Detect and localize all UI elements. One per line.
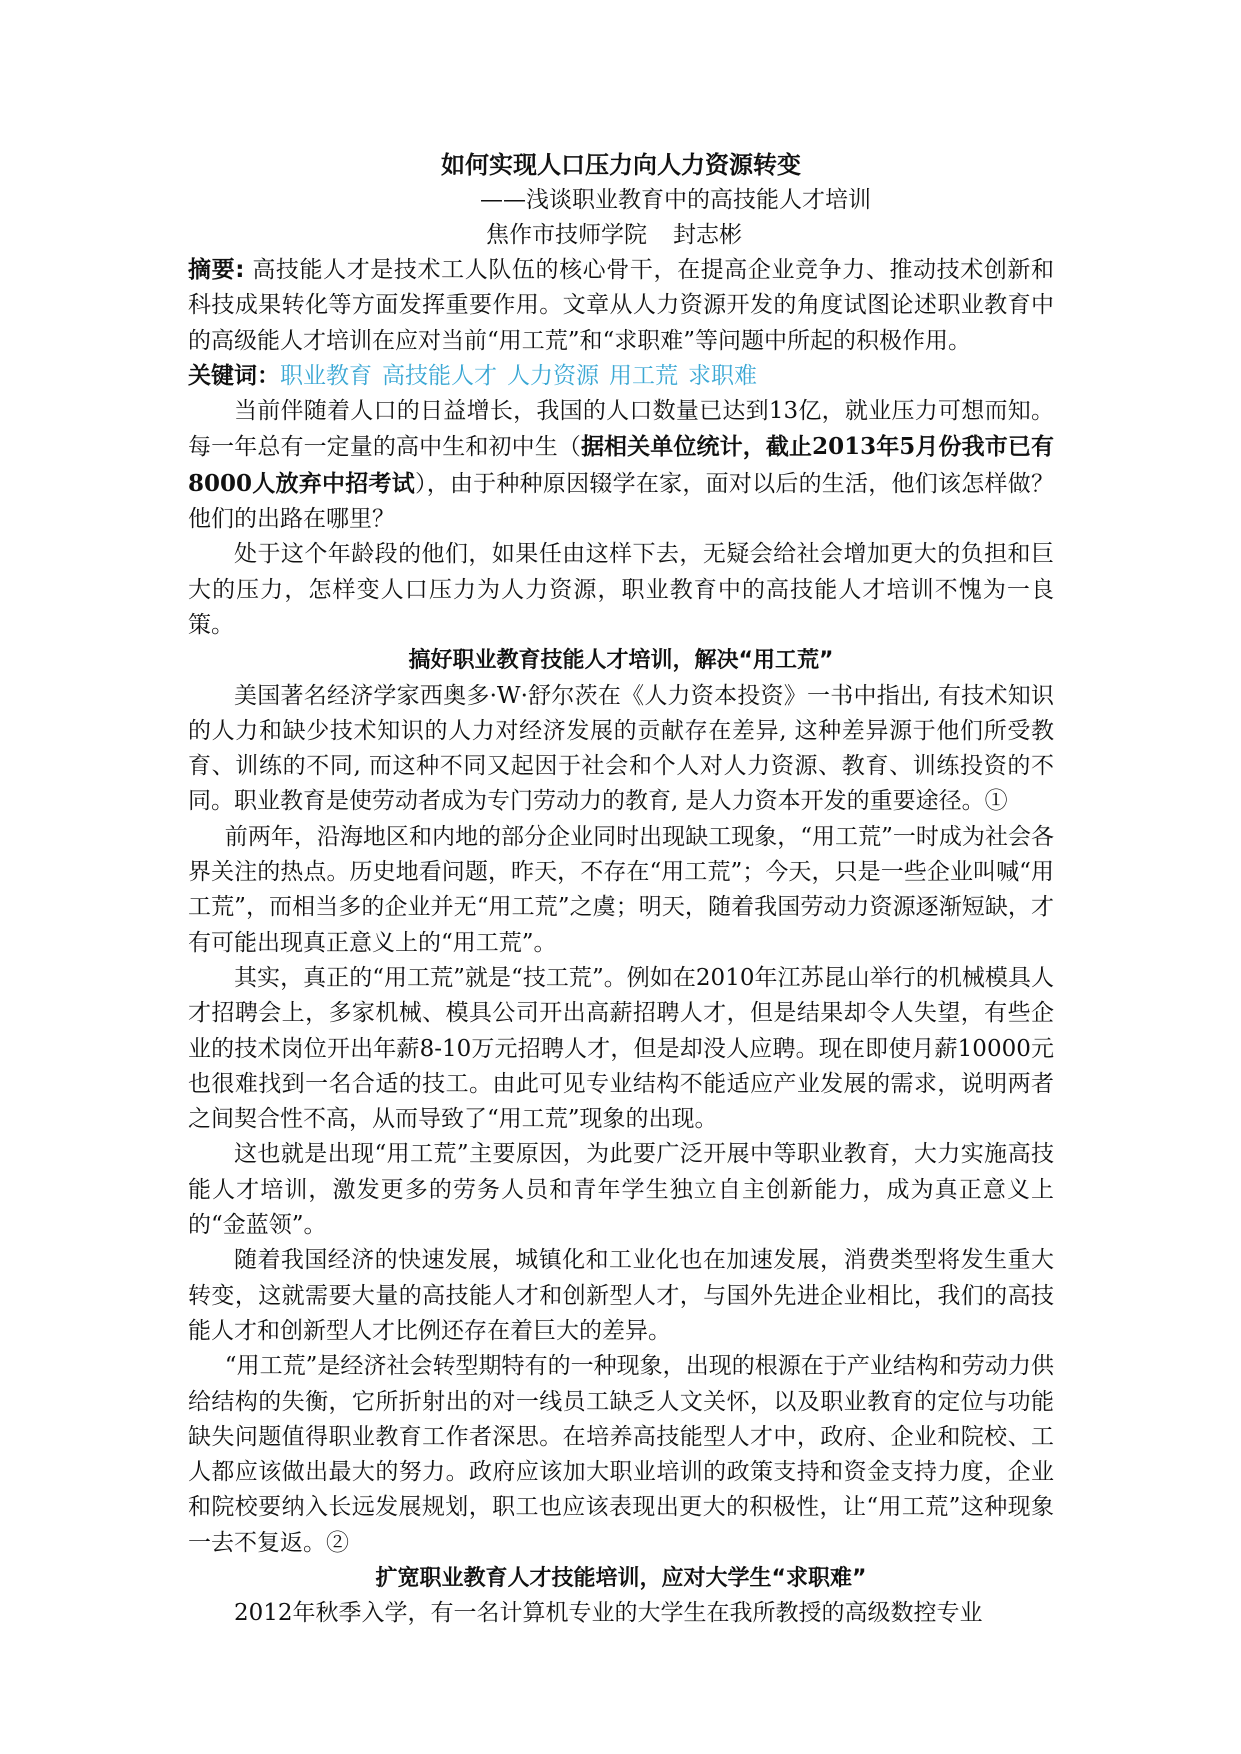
document-title: 如何实现人口压力向人力资源转变 [441, 150, 801, 179]
abstract [188, 253, 1054, 359]
paragraph-3: 美国著名经济学家西奥多·W·舒尔茨在《人力资本投资》一书中指出, 有技术知识的人力和缺少技术知识的人力对经济发展的贡献存在差异, 这种差异源于他们所受教育、训练的不同, 而这种不同又起因于社会和个人对人力资源、教育、训练投资的不同。职业教育是使劳动者成为专门劳动力的教育, 是人力资本开发的重要途径。① [188, 682, 1054, 815]
paragraph-7: 随着我国经济的快速发展，城镇化和工业化也在加速发展，消费类型将发生重大转变，这就需要大量的高技能人才和创新型人才，与国外先进企业相比，我们的高技能人才和创新型人才比例还存在着巨大的差异。 [188, 1247, 1054, 1344]
paragraph-1 [188, 394, 1054, 537]
statistics-note: 据相关单位统计，截止2013年5月份我市已有8000人放弃中招考试 [188, 433, 1054, 497]
paragraph-5: 其实，真正的“用工荒”就是“技工荒”。例如在2010年江苏昆山举行的机械模具人才招聘会上，多家机械、模具公司开出高薪招聘人才，但是结果却令人失望，有些企业的技术岗位开出年薪8-10万元招聘人才，但是却没人应聘。现在即使月薪10000元也很难找到一名合适的技工。由此可见专业结构不能适应产业发展的需求，说明两者之间契合性不高，从而导致了“用工荒”现象的出现。 [188, 964, 1054, 1133]
paragraph-6: 这也就是出现“用工荒”主要原因，为此要广泛开展中等职业教育，大力实施高技能人才培训，激发更多的劳务人员和青年学生独立自主创新能力，成为真正意义上的“金蓝领”。 [188, 1141, 1054, 1239]
abstract-text: 高技能人才是技术工人队伍的核心骨干，在提高企业竞争力、推动技术创新和科技成果转化等方面发挥重要作用。文章从人力资源开发的角度试图论述职业教育中的高级能人才培训在应对当前“用工荒”和“求职难”等问题中所起的积极作用。 [188, 257, 1055, 354]
document-body [188, 147, 1054, 1632]
section-heading-1: 搞好职业教育技能人才培训，解决“用工荒” [408, 648, 834, 674]
paragraph-8: “用工荒”是经济社会转型期特有的一种现象，出现的根源在于产业结构和劳动力供给结构的失衡，它所折射出的对一线员工缺乏人文关怀，以及职业教育的定位与功能缺失问题值得职业教育工作者深思。在培养高技能型人才中，政府、企业和院校、工人都应该做出最大的努力。政府应该加大职业培训的政策支持和资金支持力度，企业和院校要纳入长远发展规划，职工也应该表现出更大的积极性，让“用工荒”这种现象一去不复返。② [188, 1353, 1054, 1556]
keyword-item: 求职难 [688, 362, 757, 389]
abstract-label: 摘要: [188, 257, 245, 283]
keyword-item: 职业教育 [280, 362, 372, 389]
paragraph-1-text-end: ），由于种种原因辍学在家，面对以后的生活，他们该怎样做？他们的出路在哪里？ [188, 470, 1054, 533]
paragraph-2: 处于这个年龄段的他们，如果任由这样下去，无疑会给社会增加更大的负担和巨大的压力，怎样变人口压力为人力资源，职业教育中的高技能人才培训不愧为一良策。 [188, 541, 1054, 638]
keywords [188, 359, 1054, 394]
paragraph-1-text: 当前伴随着人口的日益增长，我国的人口数量已达到13亿，就业压力可想而知。每一年总有一定量的高中生和初中生（ [188, 398, 1054, 461]
section-heading-2: 扩宽职业教育人才技能培训，应对大学生“求职难” [375, 1565, 867, 1591]
paragraph-9: 2012年秋季入学，有一名计算机专业的大学生在我所教授的高级数控专业 [234, 1600, 983, 1627]
keyword-item: 用工荒 [609, 362, 678, 389]
author-line [188, 218, 1054, 253]
author-name: 封志彬 [673, 222, 742, 248]
keyword-item: 高技能人才 [382, 362, 497, 389]
paragraph-4: 前两年，沿海地区和内地的部分企业同时出现缺工现象，“用工荒”一时成为社会各界关注的热点。历史地看问题，昨天，不存在“用工荒”；今天，只是一些企业叫喊“用工荒”，而相当多的企业并无“用工荒”之虞；明天，随着我国劳动力资源逐渐短缺，才有可能出现真正意义上的“用工荒”。 [188, 823, 1054, 956]
document-subtitle: ——浅谈职业教育中的高技能人才培训 [480, 187, 871, 213]
keywords-label: 关键词： [188, 362, 280, 389]
author-organization: 焦作市技师学院 [486, 222, 647, 248]
keyword-item: 人力资源 [507, 362, 599, 389]
